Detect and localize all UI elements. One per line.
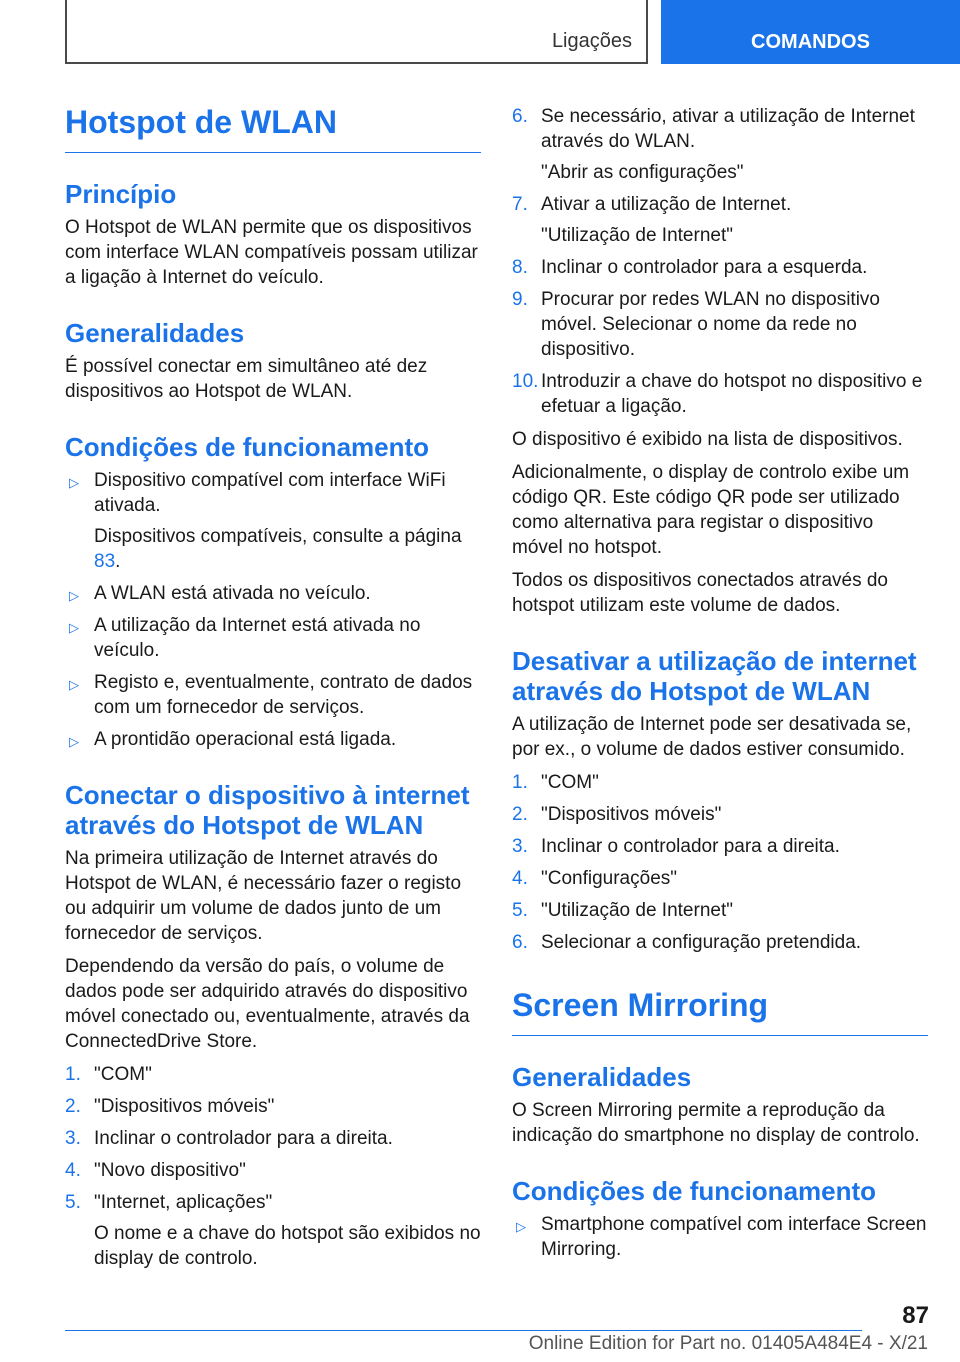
devices-list-text: O dispositivo é exibido na lista de dispositivos. <box>512 429 903 450</box>
list-item: 4. "Novo dispositivo" <box>65 1160 246 1181</box>
right-column <box>512 104 928 1270</box>
compatible-devices-note: Dispositivos compatíveis, consulte a página 83. <box>94 526 462 572</box>
screen-mirroring-title: Screen Mirroring <box>512 983 928 1036</box>
mirror-general-text: O Screen Mirroring permite a reprodução da indicação do smartphone no display de controlo. <box>512 1100 920 1146</box>
page-title: Hotspot de WLAN <box>65 100 481 153</box>
connect-text-1: Na primeira utilização de Internet através do Hotspot de WLAN, é necessário fazer o registo ou adquirir um volume de dados junto de um fornecedor de serviços. <box>65 848 462 944</box>
header-chapter-tab[interactable]: COMANDOS <box>661 0 960 64</box>
conditions-list <box>65 468 481 752</box>
list-item: ▷ A utilização da Internet está ativada no veículo. <box>69 615 421 661</box>
mirror-conditions-list <box>512 1212 928 1262</box>
data-volume-text: Todos os dispositivos conectados através do hotspot utilizam este volume de dados. <box>512 570 888 616</box>
list-item: ▷ Registo e, eventualmente, contrato de dados com um fornecedor de serviços. <box>69 672 473 718</box>
list-item: 5. "Utilização de Internet" <box>512 900 733 921</box>
list-item: 3. Inclinar o controlador para a direita. <box>512 836 840 857</box>
list-item: 2. "Dispositivos móveis" <box>65 1096 275 1117</box>
list-item: 4. "Configurações" <box>512 868 678 889</box>
connect-steps <box>65 1062 481 1271</box>
triangle-right-icon: ▷ <box>516 1219 526 1234</box>
list-item: 2. "Dispositivos móveis" <box>512 804 722 825</box>
list-item: ▷ A WLAN está ativada no veículo. <box>65 581 481 606</box>
list-item: 7. Ativar a utilização de Internet. "Utilização de Internet" <box>512 194 792 246</box>
connect-heading: Conectar o dispositivo à internet através do Hotspot de WLAN <box>65 780 470 840</box>
list-item: 6. Selecionar a configuração pretendida. <box>512 932 862 953</box>
mirror-conditions-heading: Condições de funcionamento <box>512 1176 877 1206</box>
list-item: 6. Se necessário, ativar a utilização de Internet através do WLAN. "Abrir as configurações" <box>512 106 915 183</box>
footer-divider <box>65 1330 862 1331</box>
deactivate-text: A utilização de Internet pode ser desativada se, por ex., o volume de dados estiver consumido. <box>512 714 912 760</box>
list-item: 1. "COM" <box>65 1064 152 1085</box>
list-item: 5. "Internet, aplicações" O nome e a chave do hotspot são exibidos no display de controlo. <box>65 1192 481 1269</box>
left-column <box>65 100 481 1279</box>
list-item: 9. Procurar por redes WLAN no dispositivo móvel. Selecionar o nome da rede no dispositivo. <box>512 289 880 360</box>
list-item: 10. Introduzir a chave do hotspot no dispositivo e efetuar a ligação. <box>512 371 923 417</box>
triangle-right-icon: ▷ <box>69 734 79 749</box>
qr-code-text: Adicionalmente, o display de controlo exibe um código QR. Este código QR pode ser utilizado como alternativa para registar o dispositivo móvel no hotspot. <box>512 462 910 558</box>
list-item: ▷ Smartphone compatível com interface Screen Mirroring. <box>516 1214 927 1260</box>
header-section-label: Ligações <box>551 30 632 52</box>
edition-footer: Online Edition for Part no. 01405A484E4 - X/21 <box>528 1333 928 1354</box>
connect-steps-continued <box>512 104 928 419</box>
triangle-right-icon: ▷ <box>69 475 79 490</box>
deactivate-steps <box>512 770 928 955</box>
connect-text-2: Dependendo da versão do país, o volume de dados pode ser adquirido através do dispositivo móvel conectado ou, eventualmente, através da ConnectedDrive Store. <box>65 956 470 1052</box>
list-item: ▷ A prontidão operacional está ligada. <box>65 727 481 752</box>
general-heading: Generalidades <box>65 318 245 348</box>
list-item: 3. Inclinar o controlador para a direita. <box>65 1128 393 1149</box>
triangle-right-icon: ▷ <box>69 620 79 635</box>
principle-heading: Princípio <box>65 179 177 209</box>
page-number: 87 <box>902 1302 929 1329</box>
principle-text: O Hotspot de WLAN permite que os dispositivos com interface WLAN compatíveis possam utilizar a ligação à Internet do veículo. <box>65 217 478 288</box>
triangle-right-icon: ▷ <box>69 588 79 603</box>
deactivate-heading: Desativar a utilização de internet através do Hotspot de WLAN <box>512 646 917 706</box>
page-link[interactable]: 83 <box>94 551 116 572</box>
triangle-right-icon: ▷ <box>69 677 79 692</box>
conditions-heading: Condições de funcionamento <box>65 432 430 462</box>
mirror-general-heading: Generalidades <box>512 1062 692 1092</box>
list-item: 8. Inclinar o controlador para a esquerda. <box>512 257 868 278</box>
list-item: 1. "COM" <box>512 772 599 793</box>
list-item: ▷ Dispositivo compatível com interface WiFi ativada. Dispositivos compatíveis, consulte a página 83. <box>65 468 481 574</box>
general-text: É possível conectar em simultâneo até dez dispositivos ao Hotspot de WLAN. <box>65 356 428 402</box>
